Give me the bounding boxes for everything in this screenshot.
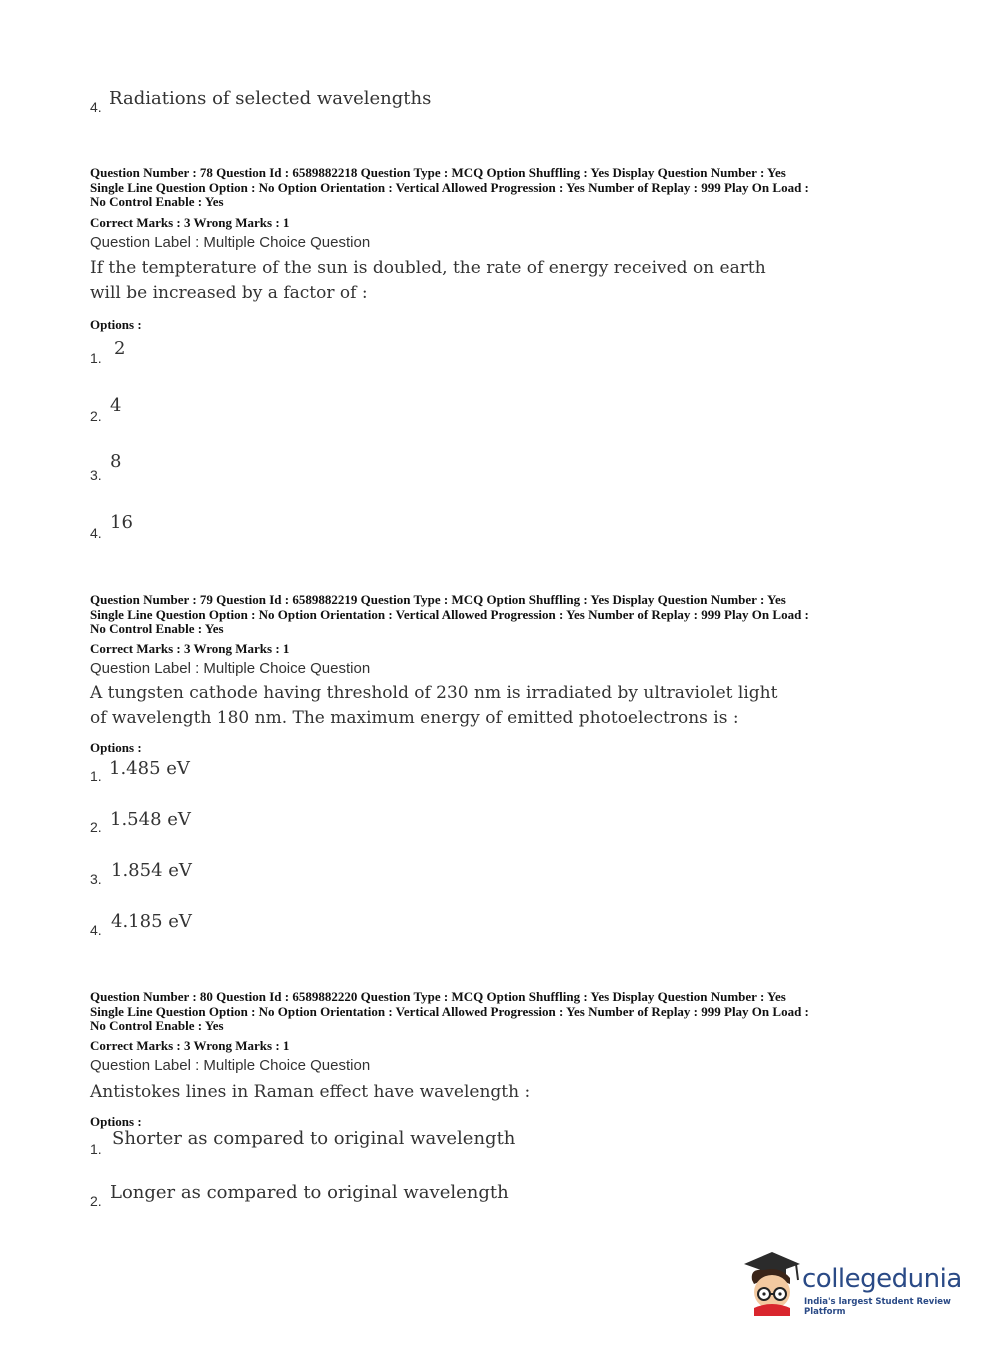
- option-number: 2.: [90, 819, 102, 835]
- option-text: 8: [110, 451, 122, 472]
- options-heading: Options :: [90, 740, 142, 755]
- option-number: 4.: [90, 525, 102, 541]
- question-text: [90, 256, 766, 306]
- question-marks: Correct Marks : 3 Wrong Marks : 1: [90, 641, 290, 656]
- option-number: 1.: [90, 350, 102, 366]
- option-text: 2: [114, 338, 126, 359]
- question-meta-line: Single Line Question Option : No Option Orientation : Vertical Allowed Progression : Yes Number of Replay : 999 Play On Load :: [90, 606, 809, 622]
- options-heading: Options :: [90, 1114, 142, 1129]
- question-meta-line: No Control Enable : Yes: [90, 194, 224, 209]
- question-text-line: of wavelength 180 nm. The maximum energy of emitted photoelectrons is :: [90, 708, 739, 728]
- question-marks: Correct Marks : 3 Wrong Marks : 1: [90, 215, 290, 230]
- logo-tagline: India's largest Student Review Platform: [804, 1297, 951, 1317]
- question-text: [90, 681, 777, 731]
- question-block-78: [90, 166, 809, 210]
- options-heading: Options :: [90, 317, 142, 332]
- collegedunia-logo: [740, 1250, 970, 1320]
- question-text-line: If the tempterature of the sun is doubled, the rate of energy received on earth: [90, 258, 766, 278]
- option-text: Shorter as compared to original wavelength: [112, 1128, 516, 1149]
- question-text: [90, 1080, 530, 1105]
- option-number: 1.: [90, 768, 102, 784]
- option-text: 1.485 eV: [109, 758, 190, 779]
- question-text-line: A tungsten cathode having threshold of 230 nm is irradiated by ultraviolet light: [90, 683, 778, 703]
- logo-wordmark: collegedunia: [802, 1264, 962, 1294]
- question-marks: Correct Marks : 3 Wrong Marks : 1: [90, 1038, 290, 1053]
- option-text: 1.548 eV: [110, 809, 191, 830]
- option-number: 1.: [90, 1141, 102, 1157]
- question-meta-line: Single Line Question Option : No Option Orientation : Vertical Allowed Progression : Yes Number of Replay : 999 Play On Load :: [90, 1003, 809, 1019]
- option-text: 4.185 eV: [111, 911, 192, 932]
- option-number: 3.: [90, 467, 102, 483]
- question-block-79: [90, 593, 809, 637]
- option-text: Radiations of selected wavelengths: [109, 88, 432, 109]
- question-meta-line: Single Line Question Option : No Option Orientation : Vertical Allowed Progression : Yes Number of Replay : 999 Play On Load :: [90, 179, 809, 195]
- question-label: Question Label : Multiple Choice Question: [90, 1057, 371, 1074]
- option-number: 4.: [90, 99, 102, 115]
- question-label: Question Label : Multiple Choice Question: [90, 660, 371, 677]
- mascot-icon: [740, 1250, 802, 1316]
- option-number: 3.: [90, 871, 102, 887]
- question-meta-line: Question Number : 80 Question Id : 6589882220 Question Type : MCQ Option Shuffling : Yes Display Question Number : Yes: [90, 989, 786, 1004]
- option-number: 2.: [90, 408, 102, 424]
- question-text-line: Antistokes lines in Raman effect have wavelength :: [90, 1082, 531, 1102]
- option-number: 4.: [90, 922, 102, 938]
- option-text: 4: [110, 395, 122, 416]
- option-text: 16: [110, 512, 133, 533]
- option-text: 1.854 eV: [111, 860, 192, 881]
- question-meta-line: Question Number : 79 Question Id : 6589882219 Question Type : MCQ Option Shuffling : Yes Display Question Number : Yes: [90, 592, 786, 607]
- question-meta-line: No Control Enable : Yes: [90, 1018, 224, 1033]
- question-text-line: will be increased by a factor of :: [90, 283, 368, 303]
- option-text: Longer as compared to original wavelength: [110, 1182, 509, 1203]
- question-meta-line: Question Number : 78 Question Id : 6589882218 Question Type : MCQ Option Shuffling : Yes Display Question Number : Yes: [90, 165, 786, 180]
- question-label: Question Label : Multiple Choice Question: [90, 234, 371, 251]
- question-meta-line: No Control Enable : Yes: [90, 621, 224, 636]
- question-block-80: [90, 990, 809, 1034]
- option-number: 2.: [90, 1193, 102, 1209]
